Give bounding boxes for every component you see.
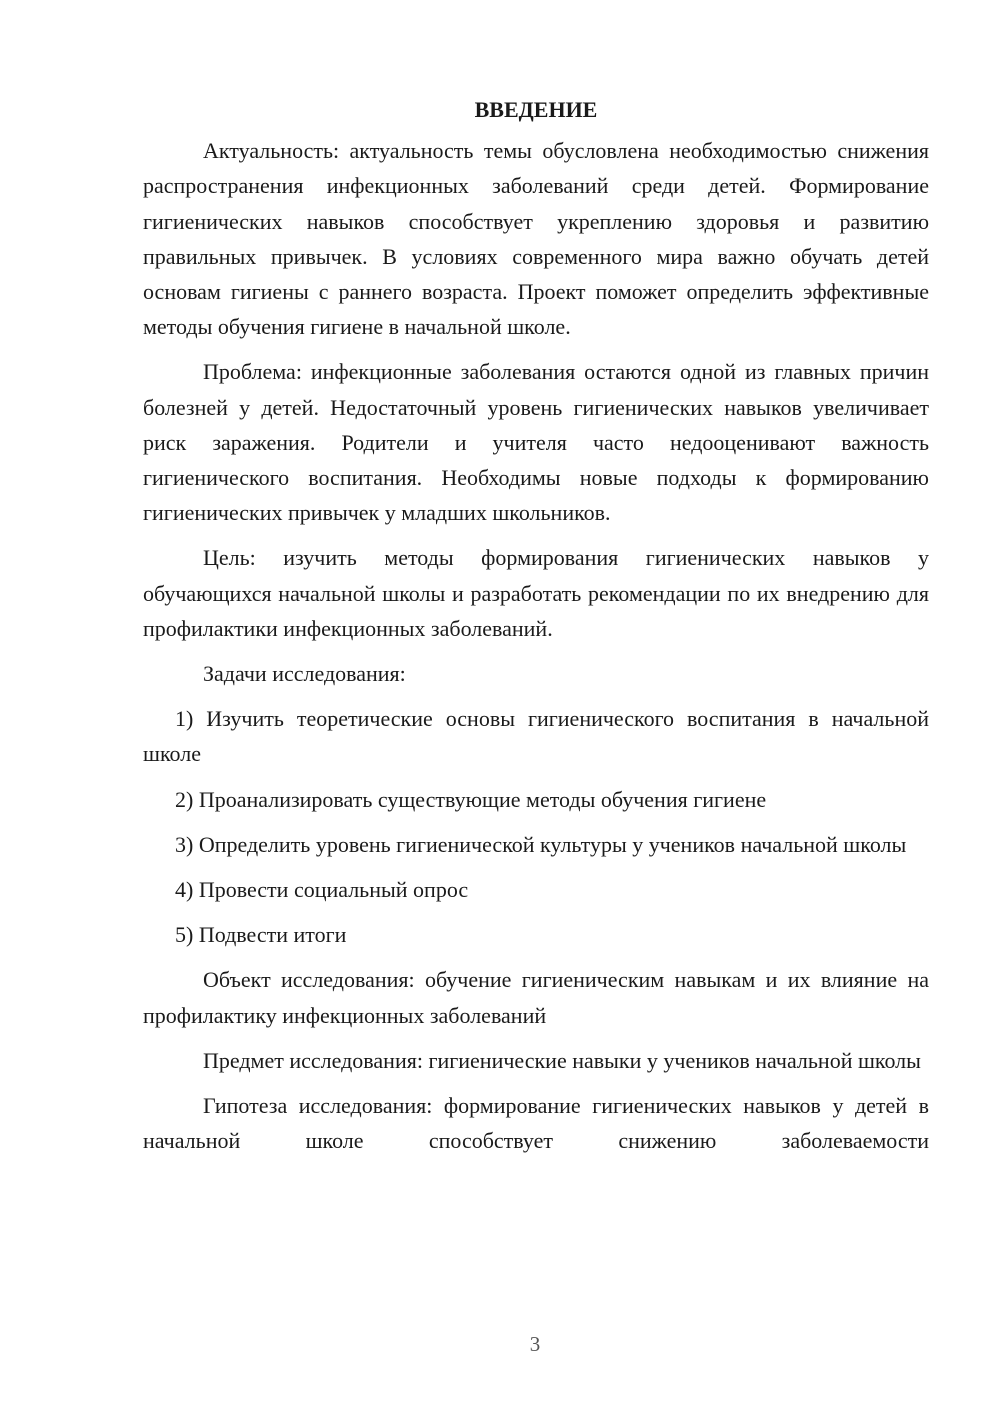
hypothesis-paragraph: Гипотеза исследования: формирование гигиенических навыков у детей в начальной школе способствует снижению заболеваемости [143,1093,929,1154]
task-item: 1) Изучить теоретические основы гигиенического воспитания в начальной школе [143,706,929,767]
task-item: 3) Определить уровень гигиенической культуры у учеников начальной школы [175,831,907,857]
task-item: 2) Проанализировать существующие методы обучения гигиене [175,786,767,812]
page-content [143,92,929,1168]
goal-paragraph: Цель: изучить методы формирования гигиенических навыков у обучающихся начальной школы и разработать рекомендации по их внедрению для профилактики инфекционных заболеваний. [143,545,929,641]
object-paragraph: Объект исследования: обучение гигиеническим навыкам и их влияние на профилактику инфекционных заболеваний [143,967,929,1028]
relevance-paragraph: Актуальность: актуальность темы обусловлена необходимостью снижения распространения инфекционных заболеваний среди детей. Формирование гигиенических навыков способствует укреплению здоровья и развитию правильных привычек. В условиях современного мира важно обучать детей основам гигиены с раннего возраста. Проект поможет определить эффективные методы обучения гигиене в начальной школе. [143,138,929,340]
section-title: ВВЕДЕНИЕ [474,97,598,122]
subject-paragraph: Предмет исследования: гигиенические навыки у учеников начальной школы [203,1047,921,1073]
task-item: 4) Провести социальный опрос [175,877,469,903]
task-item: 5) Подвести итоги [175,922,347,948]
tasks-heading: Задачи исследования: [203,661,406,687]
problem-paragraph: Проблема: инфекционные заболевания остаются одной из главных причин болезней у детей. Недостаточный уровень гигиенических навыков увеличивает риск заражения. Родители и учителя часто недооценивают важность гигиенического воспитания. Необходимы новые подходы к формированию гигиенических привычек у младших школьников. [143,359,929,526]
page-number: 3 [529,1332,541,1356]
